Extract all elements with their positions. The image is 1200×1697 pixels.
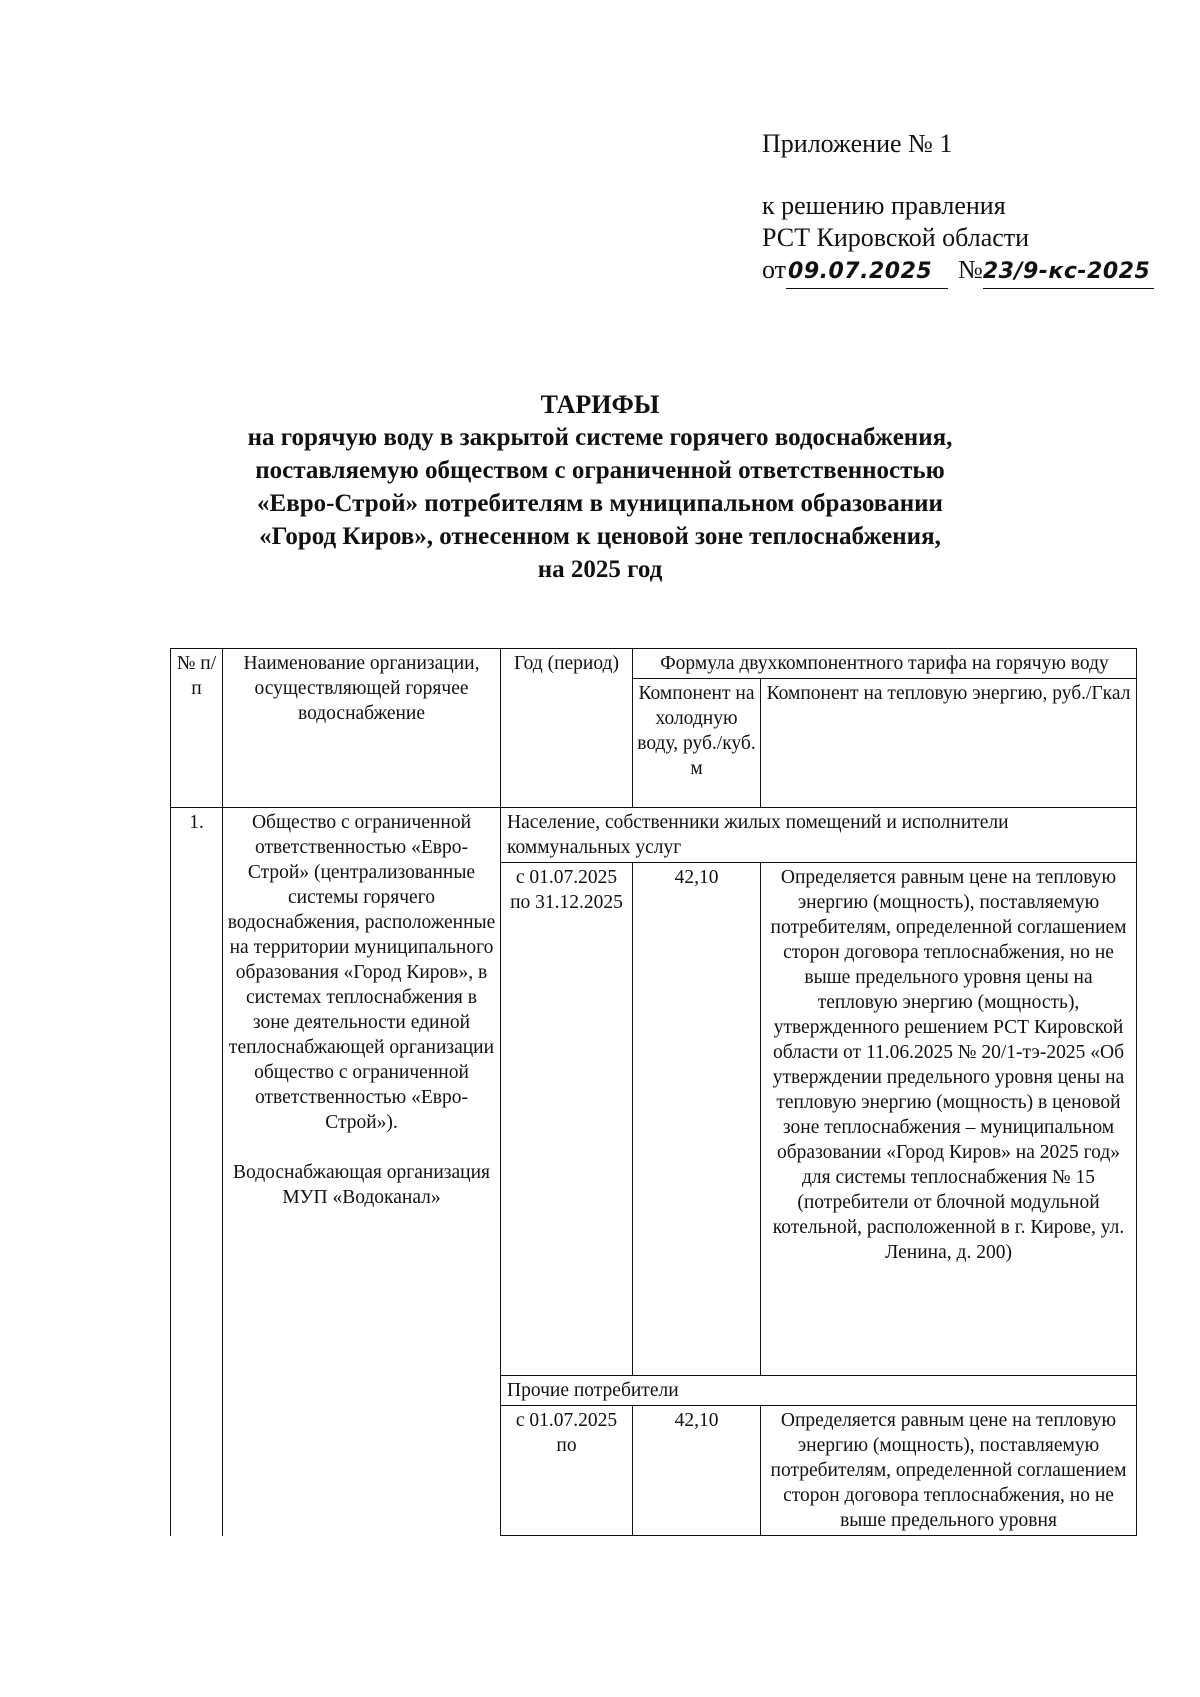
group2-heat-value: Определяется равным цене на тепловую энергию (мощность), поставляемую потребителям, определенной соглашением сторон договора теплоснабжения, но не выше предельного уровня xyxy=(761,1406,1137,1536)
handwritten-number: 23/9-кс-2025 xyxy=(983,256,1154,289)
group2-label: Прочие потребители xyxy=(501,1376,1137,1406)
title-line-1: ТАРИФЫ xyxy=(540,390,660,419)
row-org-supplier: Водоснабжающая организация МУП «Водоканал» xyxy=(233,1162,490,1208)
title-line-5: «Город Киров», отнесенном к ценовой зоне теплоснабжения, xyxy=(259,523,941,550)
header-num: № п/п xyxy=(171,649,223,808)
tariff-table xyxy=(170,648,1137,1536)
row-org-name: Общество с ограниченной ответственностью «Евро-Строй» (централизованные системы горячего водоснабжения, расположенные на территории муниципального образования «Город Киров», в системах теплоснабжения в зоне деятельности единой теплоснабжающей организации общество с ограниченной ответственностью «Евро-Строй»). xyxy=(227,812,496,1133)
header-period: Год (период) xyxy=(501,649,633,808)
table-row xyxy=(171,808,1137,863)
title-line-2: на горячую воду в закрытой системе горячего водоснабжения, xyxy=(247,424,953,451)
group1-label: Население, собственники жилых помещений и исполнители коммунальных услуг xyxy=(501,808,1137,863)
header-heat-component: Компонент на тепловую энергию, руб./Гкал xyxy=(761,679,1137,808)
handwritten-date: 09.07.2025 xyxy=(786,256,948,289)
header-org: Наименование организации, осуществляющей горячее водоснабжение xyxy=(223,649,501,808)
annex-title: Приложение № 1 xyxy=(762,129,953,158)
title-line-4: «Евро-Строй» потребителям в муниципальном образовании xyxy=(257,490,943,517)
group2-period: с 01.07.2025 по xyxy=(501,1406,633,1536)
row-org-cell xyxy=(223,808,501,1536)
header-row-1 xyxy=(171,649,1137,679)
annex-decision-line: к решению правления xyxy=(762,191,1006,220)
header-cold-component: Компонент на холодную воду, руб./куб. м xyxy=(633,679,761,808)
annex-date-number-line xyxy=(762,254,1154,289)
group1-cold-value: 42,10 xyxy=(633,863,761,1376)
document-title xyxy=(150,388,1050,586)
header-formula: Формула двухкомпонентного тарифа на горячую воду xyxy=(633,649,1137,679)
group1-heat-value: Определяется равным цене на тепловую энергию (мощность), поставляемую потребителям, определенной соглашением сторон договора теплоснабжения, но не выше предельного уровня цены на тепловую энергию (мощность), утвержденного решением РСТ Кировской области от 11.06.2025 № 20/1-тэ-2025 «Об утверждении предельного уровня цены на тепловую энергию (мощность) в ценовой зоне теплоснабжения – муниципальном образовании «Город Киров» на 2025 год» для системы теплоснабжения № 15 (потребители от блочной модульной котельной, расположенной в г. Кирове, ул. Ленина, д. 200) xyxy=(761,863,1137,1376)
group1-period: с 01.07.2025 по 31.12.2025 xyxy=(501,863,633,1376)
from-label: от xyxy=(762,255,787,284)
number-label: № xyxy=(958,255,983,284)
row-num: 1. xyxy=(171,808,223,1536)
title-line-6: на 2025 год xyxy=(537,556,663,583)
annex-authority-line: РСТ Кировской области xyxy=(762,223,1030,252)
group2-cold-value: 42,10 xyxy=(633,1406,761,1536)
title-line-3: поставляемую обществом с ограниченной ответственностью xyxy=(255,457,945,484)
annex-block xyxy=(762,128,1154,289)
